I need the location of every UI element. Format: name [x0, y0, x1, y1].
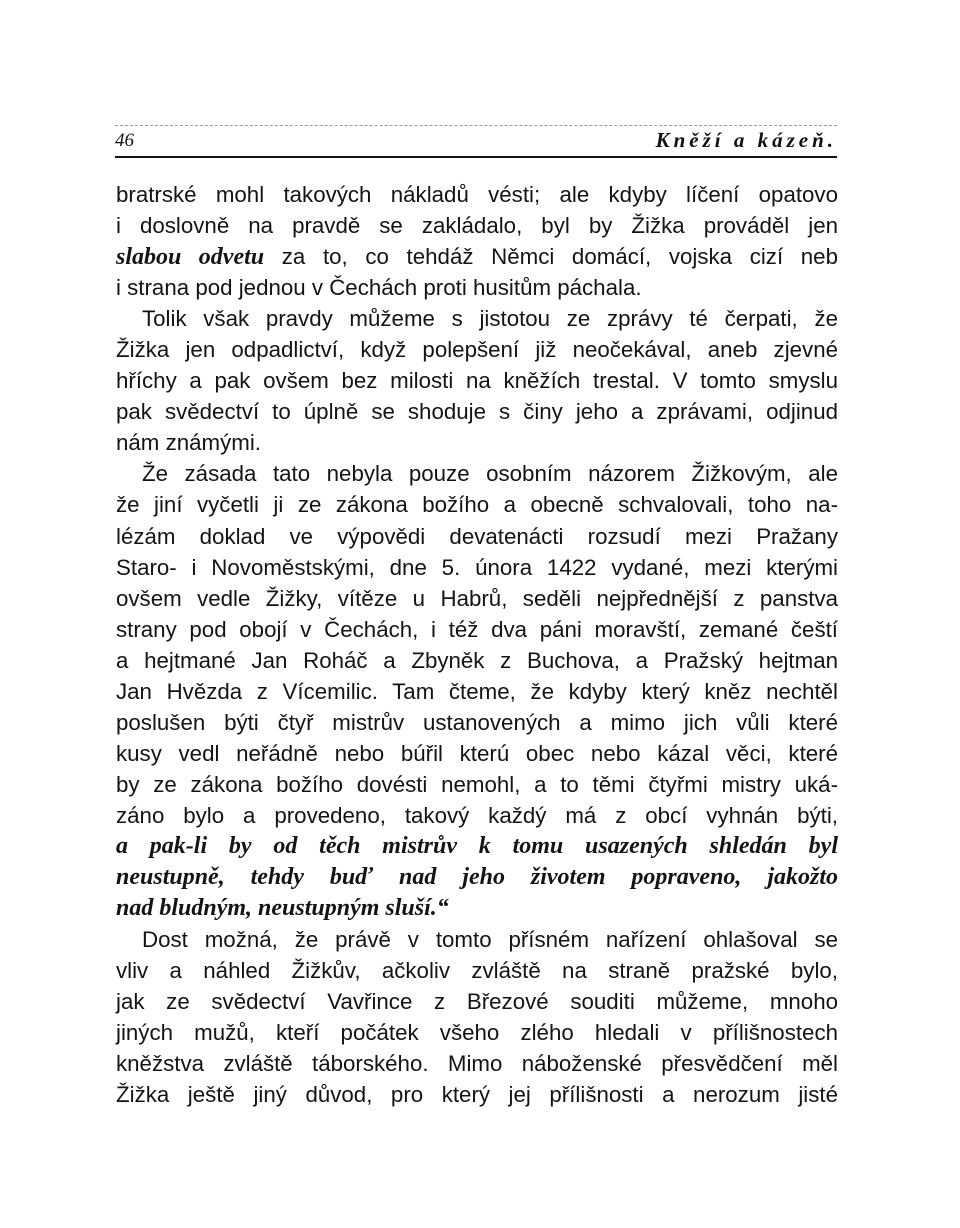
text-line: lézám doklad ve výpovědi devatenácti rozsudí mezi Pražany	[116, 523, 838, 549]
emphasis-line: nad bludným, neustupným sluší.“	[116, 895, 449, 922]
text-line: hříchy a pak ovšem bez milosti na kněžích trestal. V tomto smyslu	[116, 368, 838, 394]
text-line: vliv a náhled Žižkův, ačkoliv zvláště na straně pražské bylo,	[116, 958, 838, 984]
header-rule	[115, 156, 837, 158]
text-line: ovšem vedle Žižky, vítěze u Habrů, seděli nejpřednější z panstva	[116, 585, 838, 611]
text-line	[116, 241, 838, 272]
running-title: Kněží a kázeň.	[655, 128, 837, 152]
text-line: i doslovně na pravdě se zakládalo, byl by Žižka prováděl jen	[116, 213, 838, 239]
text-line: jiných mužů, kteří počátek všeho zlého hledali v přílišnostech	[116, 1020, 838, 1046]
text-line: pak svědectví to úplně se shoduje s činy jeho a zprávami, odjinud	[116, 399, 838, 425]
text-line: kněžstva zvláště táborského. Mimo náboženské přesvědčení měl	[116, 1051, 838, 1077]
text-line: že jiní vyčetli ji ze zákona božího a obecně schvalovali, toho na-	[116, 492, 838, 518]
text-line: Žižka jen odpadlictví, když polepšení již neočekával, aneb zjevné	[116, 337, 838, 363]
page-number: 46	[115, 130, 134, 151]
page-header	[115, 128, 837, 156]
text-line: kusy vedl neřádně nebo búřil kterú obec nebo kázal věci, které	[116, 740, 838, 766]
text-line: Jan Hvězda z Vícemilic. Tam čteme, že kdyby který kněz nechtěl	[116, 678, 838, 704]
paragraph-first-line: Dost možná, že právě v tomto přísném nařízení ohlašoval se	[142, 927, 838, 953]
text-line: bratrské mohl takových nákladů vésti; ale kdyby líčení opatovo	[116, 182, 838, 207]
text-span: za to, co tehdáž Němci domácí, vojska cizí neb	[264, 244, 838, 270]
text-line: strany pod obojí v Čechách, i též dva páni moravští, zemané čeští	[116, 616, 838, 642]
body-text	[116, 179, 838, 1110]
emphasis-line: neustupně, tehdy buď nad jeho životem popraveno, jakožto	[116, 864, 838, 891]
header-dashed-rule	[115, 125, 837, 126]
paragraph-first-line: Že zásada tato nebyla pouze osobním názorem Žižkovým, ale	[142, 461, 838, 487]
text-line: by ze zákona božího dovésti nemohl, a to těmi čtyřmi mistry uká-	[116, 771, 838, 797]
emphasis-line: a pak-li by od těch mistrův k tomu usazených shledán byl	[116, 832, 838, 859]
paragraph-first-line: Tolik však pravdy můžeme s jistotou ze zprávy té čerpati, že	[142, 306, 838, 332]
text-line: záno bylo a provedeno, takový každý má z obcí vyhnán býti,	[116, 802, 838, 828]
text-line: i strana pod jednou v Čechách proti husitům páchala.	[116, 275, 642, 301]
text-line: jak ze svědectví Vavřince z Březové souditi můžeme, mnoho	[116, 989, 838, 1015]
emphasis-text: slabou odvetu	[116, 244, 265, 271]
text-line: nám známými.	[116, 430, 261, 456]
text-line: Žižka ještě jiný důvod, pro který jej přílišnosti a nerozum jisté	[116, 1082, 838, 1108]
text-line: Staro- i Novoměstskými, dne 5. února 1422 vydané, mezi kterými	[116, 554, 838, 580]
text-line: poslušen býti čtyř mistrův ustanovených a mimo jich vůli které	[116, 709, 838, 735]
text-line: a hejtmané Jan Roháč a Zbyněk z Buchova, a Pražský hejtman	[116, 647, 838, 673]
